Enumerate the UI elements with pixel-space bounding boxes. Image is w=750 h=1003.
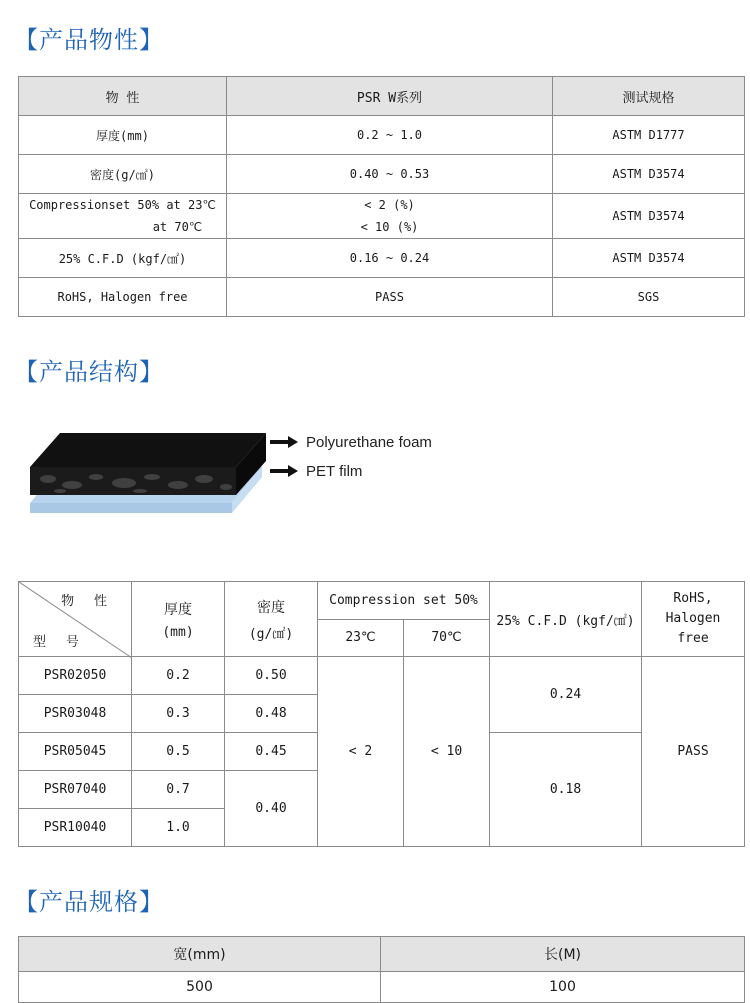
cell-thickness: 0.3: [132, 695, 225, 733]
cell-prop: 厚度(mm): [19, 116, 227, 155]
thickness-h1: 厚度: [164, 601, 192, 618]
cell-thickness: 0.7: [132, 771, 225, 809]
cell-density: 0.50: [225, 657, 318, 695]
cell-spec: ASTM D1777: [553, 116, 745, 155]
section-title-properties: 【产品物性】: [14, 26, 164, 54]
thickness-h2: (mm): [162, 624, 194, 640]
structure-diagram: [0, 415, 460, 525]
pet-film-edge: [30, 503, 232, 513]
cell-density-merged: 0.40: [225, 771, 318, 847]
rohs-line-3: free: [677, 631, 709, 646]
cell-thickness: 0.5: [132, 733, 225, 771]
header-rohs: [642, 582, 745, 657]
section-title-structure: 【产品结构】: [14, 358, 164, 386]
header-compression: Compression set 50%: [318, 582, 490, 620]
table-row: [19, 116, 745, 155]
cell-spec: ASTM D3574: [553, 155, 745, 194]
cell-model: PSR10040: [19, 809, 132, 847]
density-h1: 密度: [257, 599, 285, 616]
table-row: [19, 194, 745, 239]
cell-value: PASS: [227, 278, 553, 317]
cell-comp70: < 10: [404, 657, 490, 847]
section-title-spec: 【产品规格】: [14, 888, 164, 916]
table-row: [19, 972, 745, 1003]
table-row: [19, 155, 745, 194]
cell-value: [227, 194, 553, 239]
header-cfd: 25% C.F.D (kgf/㎠): [490, 582, 642, 657]
header-thickness: [132, 582, 225, 657]
cell-value: 0.40 ~ 0.53: [227, 155, 553, 194]
cell-prop: [19, 194, 227, 239]
cell-thickness: 0.2: [132, 657, 225, 695]
film-label: PET film: [306, 463, 363, 480]
model-table: [18, 581, 745, 847]
cell-model: PSR05045: [19, 733, 132, 771]
table-row: [19, 239, 745, 278]
arrow-icon: [270, 436, 298, 448]
cell-model: PSR07040: [19, 771, 132, 809]
value-line-1: < 2 (%): [364, 198, 415, 212]
prop-line-2: at 70℃: [152, 220, 203, 234]
cell-density: 0.45: [225, 733, 318, 771]
cell-spec: ASTM D3574: [553, 194, 745, 239]
cell-prop: RoHS, Halogen free: [19, 278, 227, 317]
cell-cfd-a: 0.24: [490, 657, 642, 733]
arrow-icon: [270, 465, 298, 477]
header-23c: 23℃: [318, 619, 404, 657]
cell-cfd-b: 0.18: [490, 733, 642, 847]
header-length: 长(M): [381, 937, 745, 972]
table-row: [19, 278, 745, 317]
foam-top: [30, 433, 266, 467]
density-h2: (g/㎠): [248, 626, 294, 642]
cell-spec: ASTM D3574: [553, 239, 745, 278]
rohs-line-1: RoHS,: [673, 591, 713, 606]
header-diagonal: [19, 582, 132, 657]
prop-line-1: Compressionset 50% at 23℃: [29, 198, 216, 212]
cell-model: PSR02050: [19, 657, 132, 695]
header-series: PSR W系列: [227, 77, 553, 116]
cell-prop: 密度(g/㎠): [19, 155, 227, 194]
cell-spec: SGS: [553, 278, 745, 317]
spec-table: [18, 936, 745, 1003]
cell-length: 100: [381, 972, 745, 1003]
cell-value: 0.2 ~ 1.0: [227, 116, 553, 155]
cell-width: 500: [19, 972, 381, 1003]
value-line-2: < 10 (%): [360, 220, 419, 234]
header-70c: 70℃: [404, 619, 490, 657]
header-density: [225, 582, 318, 657]
cell-value: 0.16 ~ 0.24: [227, 239, 553, 278]
rohs-line-2: Halogen: [665, 611, 721, 626]
cell-prop: 25% C.F.D (kgf/㎠): [19, 239, 227, 278]
properties-table: [18, 76, 745, 317]
header-width: 宽(mm): [19, 937, 381, 972]
cell-density: 0.48: [225, 695, 318, 733]
cell-thickness: 1.0: [132, 809, 225, 847]
diag-bottom-label: 型 号: [33, 635, 85, 650]
cell-model: PSR03048: [19, 695, 132, 733]
header-test-spec: 测试规格: [553, 77, 745, 116]
cell-rohs: PASS: [642, 657, 745, 847]
table-row: [19, 657, 745, 695]
header-property: 物 性: [19, 77, 227, 116]
foam-label: Polyurethane foam: [306, 434, 432, 451]
diag-top-label: 物 性: [61, 594, 113, 609]
cell-comp23: < 2: [318, 657, 404, 847]
